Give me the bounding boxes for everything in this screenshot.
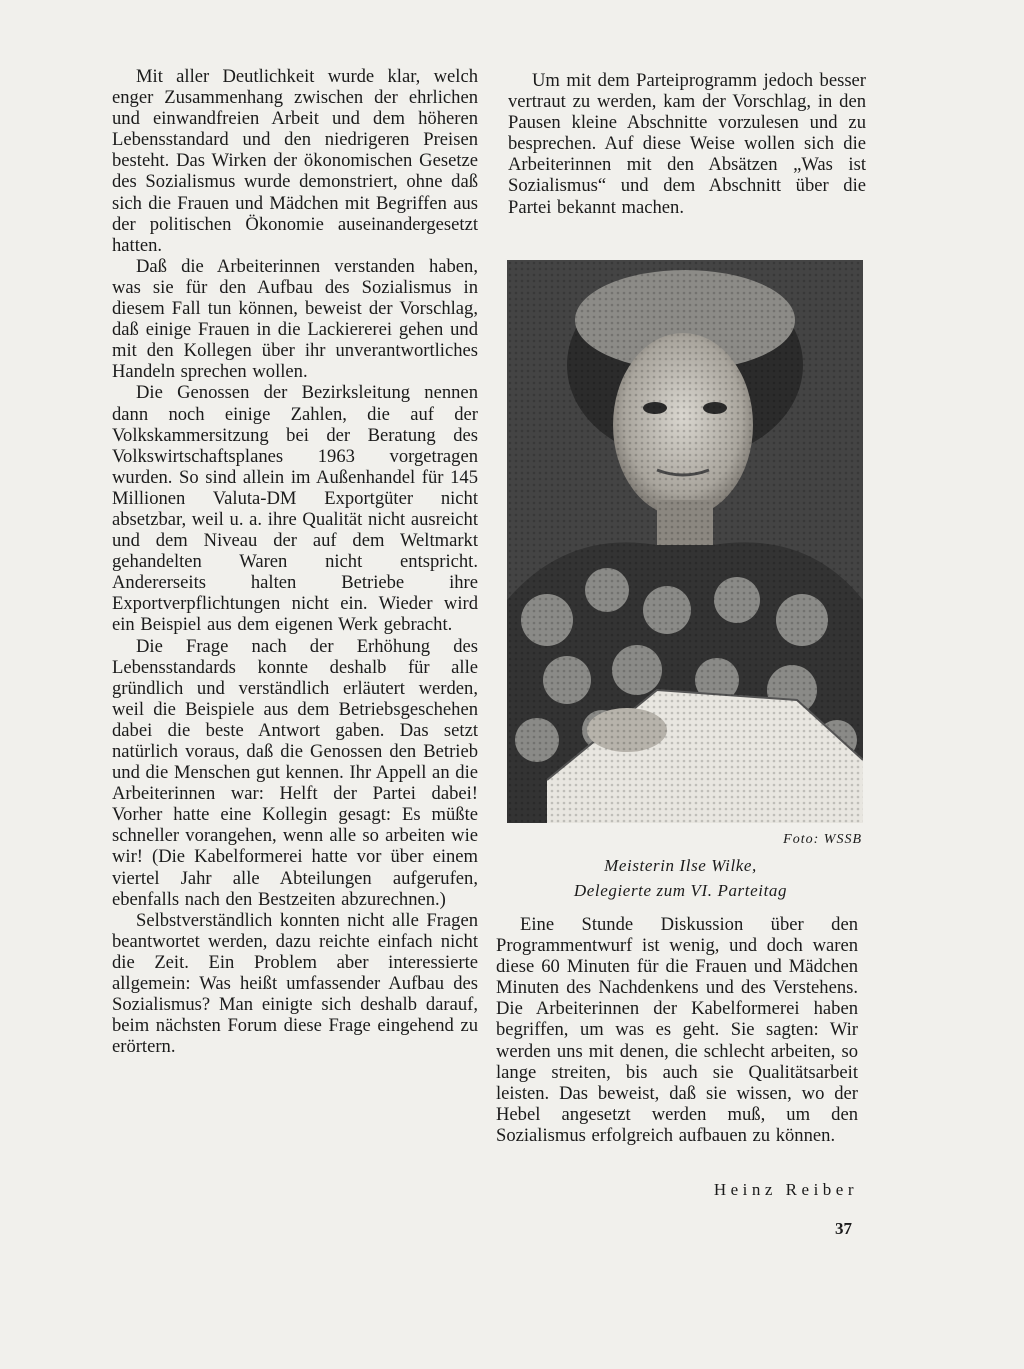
- body-paragraph-4: Die Frage nach der Erhöhung des Lebensstandards konnte deshalb für alle gründlich und verständlich erläutert werden, weil die Beispiele aus dem Betriebsgeschehen dabei die beste Antwort gaben. Das setzt natürlich voraus, daß die Genossen den Betrieb und die Menschen gut kennen. Ihr Appell an die Arbeiterinnen war: Helft der Partei dabei! Vorher hatte eine Kollegin gesagt: Es müßte schneller vorangehen, wenn alle so arbeiten wie wir! (Die Kabelformerei hatte vor über einem viertel Jahr alle Abteilungen aufgerufen, ebenfalls nach den Bestzeiten abzurechnen.): [112, 635, 478, 910]
- left-column: [112, 66, 478, 1057]
- portrait-photo-drawing: [507, 260, 863, 823]
- photo-caption: [508, 853, 853, 903]
- body-paragraph-2: Daß die Arbeiterinnen verstanden haben, was sie für den Aufbau des Sozialismus in diesem Fall tun können, beweist der Vorschlag, daß einige Frauen in die Lackiererei gehen und mit den Kollegen über ihr unverantwortliches Handeln sprechen wollen.: [112, 255, 478, 383]
- right-column-bottom: [496, 914, 858, 1146]
- portrait-photo: [507, 260, 863, 823]
- author-name: Heinz Reiber: [713, 1180, 858, 1199]
- body-paragraph-3: Die Genossen der Bezirksleitung nennen dann noch einige Zahlen, die auf der Volkskammersitzung bei der Beratung des Volkswirtschaftsplanes 1963 vorgetragen wurden. So sind allein im Außenhandel für 145 Millionen Valuta-DM Exportgüter nicht absetzbar, weil u. a. ihre Qualität nicht ausreicht und dem Niveau der auf dem Weltmarkt gehandelten Waren nicht entspricht. Andererseits halten Betriebe ihre Exportverpflichtungen nicht ein. Wieder wird ein Beispiel aus dem eigenen Werk gebracht.: [112, 382, 478, 636]
- body-paragraph-7: Eine Stunde Diskussion über den Programmentwurf ist wenig, und doch waren diese 60 Minuten für die Frauen und Mädchen Minuten des Nachdenkens und des Verstehens. Die Arbeiterinnen der Kabelformerei haben begriffen, um was es geht. Sie sagten: Wir werden uns mit denen, die schlecht arbeiten, so lange streiten, bis auch sie Qualitätsarbeit leisten. Das beweist, daß sie wissen, wo der Hebel angesetzt werden muß, um den Sozialismus erfolgreich aufbauen zu können.: [496, 914, 858, 1146]
- body-paragraph-6: Um mit dem Parteiprogramm jedoch besser vertraut zu werden, kam der Vorschlag, in den Pausen kleine Abschnitte vorzulesen und zu besprechen. Auf diese Weise wollen sich die Arbeiterinnen mit den Absätzen „Was ist Sozialismus“ und dem Abschnitt über die Partei bekannt machen.: [508, 70, 866, 218]
- right-column-top: [508, 70, 866, 218]
- caption-line-1: Meisterin Ilse Wilke,: [604, 856, 757, 875]
- page-number: 37: [835, 1219, 852, 1238]
- body-paragraph-1: Mit aller Deutlichkeit wurde klar, welch enger Zusammenhang zwischen der ehrlichen und einwandfreien Arbeit und dem höheren Lebensstandard und den niedrigeren Preisen besteht. Das Wirken der ökonomischen Gesetze des Sozialismus wurde demonstriert, ohne daß sich die Frauen und Mädchen mit Begriffen aus der politischen Ökonomie auseinandergesetzt hatten.: [112, 66, 478, 256]
- caption-line-2: Delegierte zum VI. Parteitag: [573, 881, 788, 900]
- photo-credit: Foto: WSSB: [783, 832, 862, 847]
- body-paragraph-5: Selbstverständlich konnten nicht alle Fragen beantwortet werden, dazu reichte einfach nicht die Zeit. Ein Problem aber interessierte allgemein: Was heißt umfassender Aufbau des Sozialismus? Man einigte sich deshalb darauf, beim nächsten Forum diese Frage eingehend zu erörtern.: [112, 909, 478, 1058]
